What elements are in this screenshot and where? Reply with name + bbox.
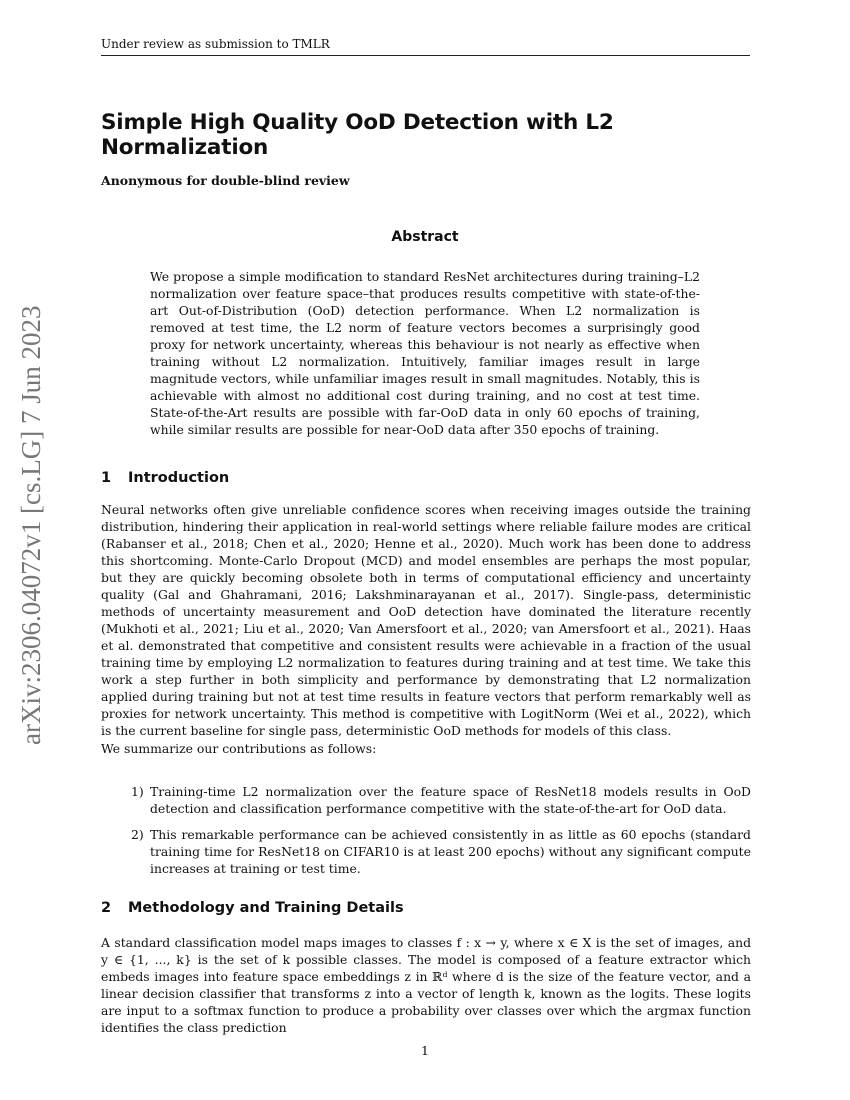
arxiv-stamp: arXiv:2306.04072v1 [cs.LG] 7 Jun 2023 [16, 305, 46, 745]
page-number: 1 [421, 1043, 429, 1058]
authors: Anonymous for double-blind review [101, 173, 350, 188]
section-title: Introduction [128, 470, 230, 486]
section-title: Methodology and Training Details [128, 900, 404, 916]
list-item-text: Training-time L2 normalization over the feature space of ResNet18 models results in OoD detection and classification performance competitive with the state-of-the-art for OoD data. [150, 784, 751, 816]
section-number: 2 [101, 900, 112, 916]
list-item [131, 783, 751, 817]
list-marker: 1) [131, 784, 144, 799]
list-item [131, 826, 751, 877]
paper-title: Simple High Quality OoD Detection with L2 Normalization [101, 110, 614, 160]
methodology-paragraph: A standard classification model maps images to classes f : x → y, where x ∈ X is the set of images, and y ∈ {1, ..., k} is the set of k possible classes. The model is composed of a feature extractor which embeds images into feature space embeddings z in ℝᵈ where d is the size of the feature vector, and a linear decision classifier that transforms z into a vector of length k, known as the logits. These logits are input to a softmax function to produce a probability over classes over which the argmax function identifies the class prediction [101, 935, 751, 1035]
section-number: 1 [101, 470, 112, 486]
intro-paragraph: Neural networks often give unreliable confidence scores when receiving images outside the training distribution, hindering their application in real-world settings where reliable failure modes are critical (Rabanser et al., 2018; Chen et al., 2020; Henne et al., 2020). Much work has been done to address this shortcoming. Monte-Carlo Dropout (MCD) and model ensembles are perhaps the most popular, but they are quickly becoming obsolete both in terms of computational efficiency and uncertainty quality (Gal and Ghahramani, 2016; Lakshminarayanan et al., 2017). Single-pass, deterministic methods of uncertainty measurement and OoD detection have dominated the literature recently (Mukhoti et al., 2021; Liu et al., 2020; Van Amersfoort et al., 2020; van Amersfoort et al., 2021). Haas et al. demonstrated that competitive and consistent results were achievable in a fraction of the usual training time by employing L2 normalization to features during training and at test time. We take this work a step further in both simplicity and performance by demonstrating that L2 normalization applied during training but not at test time results in feature vectors that perform remarkably well as proxies for network uncertainty. This method is competitive with LogitNorm (Wei et al., 2022), which is the current baseline for single pass, deterministic OoD methods for models of this class. [101, 502, 751, 738]
section-introduction-heading [101, 470, 229, 486]
list-marker: 2) [131, 827, 144, 842]
abstract-heading: Abstract [391, 229, 459, 245]
running-header: Under review as submission to TMLR [101, 37, 750, 56]
contributions-intro: We summarize our contributions as follows: [101, 741, 377, 756]
section-methodology-heading [101, 900, 404, 916]
abstract-text: We propose a simple modification to standard ResNet architectures during training–L2 normalization over feature space–that produces results competitive with state-of-the-art Out-of-Distribution (OoD) detection performance. When L2 normalization is removed at test time, the L2 norm of feature vectors becomes a surprisingly good proxy for network uncertainty, whereas this behaviour is not nearly as effective when training without L2 normalization. Intuitively, familiar images result in large magnitude vectors, while unfamiliar images result in small magnitudes. Notably, this is achievable with almost no additional cost during training, and no cost at test time. State-of-the-Art results are possible with far-OoD data in only 60 epochs of training, while similar results are possible for near-OoD data after 350 epochs of training. [150, 269, 700, 437]
list-item-text: This remarkable performance can be achieved consistently in as little as 60 epochs (standard training time for ResNet18 on CIFAR10 is at least 200 epochs) without any significant compute increases at training or test time. [150, 827, 751, 876]
